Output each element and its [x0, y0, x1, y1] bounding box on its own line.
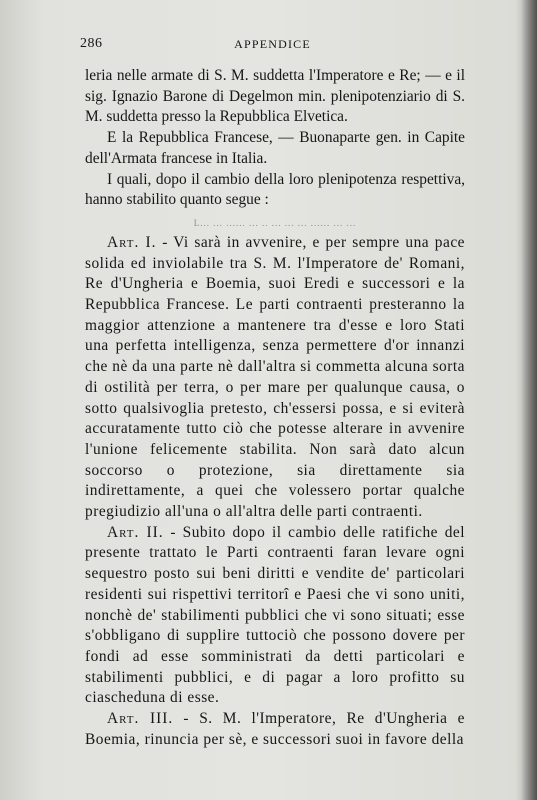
paragraph-continuation: leria nelle armate di S. M. suddetta l'Imperatore e Re; — e il sig. Ignazio Barone di Degelmon min. plenipotenziario di S. M. suddetta presso la Repubblica Elvetica. — [85, 67, 465, 126]
page-number: 286 — [80, 36, 103, 51]
paragraph-french-republic: E la Repubblica Francese, — Buonaparte gen. in Capite dell'Armata francese in Italia. — [85, 129, 465, 167]
article-3-text: - S. M. l'Imperatore, Re d'Ungheria e Boemia, rinuncia per sè, e successori suoi in favore della — [85, 710, 465, 748]
article-2-label: Art. II. — [107, 523, 164, 541]
page-header — [80, 36, 465, 58]
faint-bleed-through-line: L... ... ...... ... .. ... ... ... ...... ... ... — [193, 217, 357, 228]
article-3-label: Art. III. — [107, 710, 174, 728]
body-text — [85, 66, 465, 751]
article-1-label: Art. I. — [107, 233, 157, 251]
running-head: APPENDICE — [234, 37, 311, 51]
article-3 — [85, 709, 465, 750]
article-1 — [85, 233, 465, 523]
page-edge-shadow — [521, 0, 537, 800]
paragraph-quali: I quali, dopo il cambio della loro plenipotenza respettiva, hanno stabilito quanto segue : — [85, 170, 465, 209]
article-1-text: - Vi sarà in avvenire, e per sempre una pace solida ed inviolabile tra S. M. l'Imperatore de' Romani, Re d'Ungheria e Boemia, suoi Eredi e successori e la Repubblica Francese. Le parti contraenti presteranno la maggior attenzione a mantenere tra d'esse e loro Stati una perfetta intelligenza, senza permettere d'or innanzi che nè da una parte nè dall'altra si commetta alcuna sorta di ostilità per terra, o per mare per qualunque causa, o sotto qualsivoglia pretesto, ch'essersi possa, e si eviterà accuratamente tutto ciò che potesse alterare in avvenire l'unione felicemente stabilita. Non sarà dato alcun soccorso o protezione, sia direttamente sia indirettamente, a quei che volessero portar qualche pregiudizio all'una o all'altra delle parti contraenti. — [85, 233, 465, 521]
article-2-text: - Subito dopo il cambio delle ratifiche del presente trattato le Parti contraenti faran levare ogni sequestro posto sui beni diritti e vendite de' particolari residenti sui rispettivi territorî e Paesi che vi sono uniti, nonchè de' stabilimenti pubblici che vi sono situati; esse s'obbligano di supplire tuttociò che possono dovere per fondi ad esse somministrati da detti particolari e stabilimenti pubblici, e di pagar a loro profitto su ciascheduna di esse. — [85, 523, 465, 707]
article-2 — [85, 523, 465, 709]
